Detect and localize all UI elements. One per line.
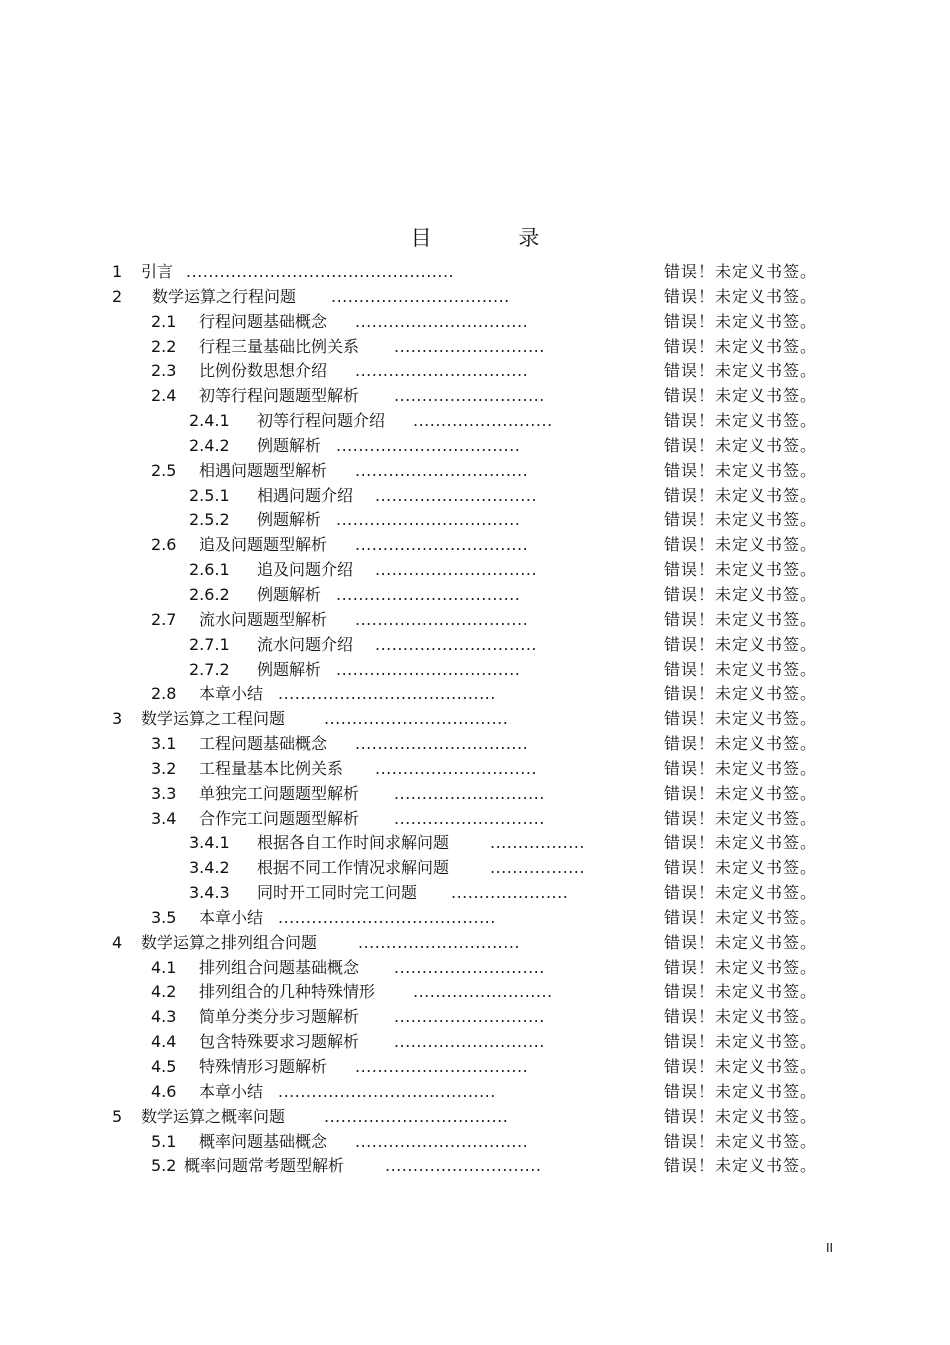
toc-entry-leader: ................................. xyxy=(324,709,509,729)
toc-entry-pageref: 错误！未定义书签。 xyxy=(664,286,818,306)
toc-entry[interactable] xyxy=(0,906,950,931)
toc-entry-title: 比例份数思想介绍 xyxy=(199,361,328,381)
toc-entry-pageref: 错误！未定义书签。 xyxy=(664,386,818,406)
toc-entry-pageref: 错误！未定义书签。 xyxy=(664,1081,818,1101)
toc-entry-pageref: 错误！未定义书签。 xyxy=(664,1106,818,1126)
toc-entry-number: 3.4.1 xyxy=(189,833,230,853)
toc-entry-pageref: 错误！未定义书签。 xyxy=(664,435,818,455)
toc-entry-title: 排列组合问题基础概念 xyxy=(199,957,360,977)
toc-entry-leader: ......................... xyxy=(413,982,553,1002)
toc-entry[interactable] xyxy=(0,782,950,807)
toc-entry-title: 特殊情形习题解析 xyxy=(199,1057,328,1076)
toc-entry-leader: ................................. xyxy=(336,510,521,530)
toc-entry[interactable] xyxy=(0,533,950,558)
toc-entry-title: 本章小结 xyxy=(199,907,264,927)
toc-entry-title: 例题解析 xyxy=(257,584,322,604)
toc-entry[interactable] xyxy=(0,1055,950,1080)
toc-entry-leader: ............................... xyxy=(355,311,529,331)
toc-entry-leader: ............................... xyxy=(355,361,529,381)
toc-entry-leader: ........................... xyxy=(394,808,545,828)
toc-entry-title: 初等行程问题题型解析 xyxy=(199,386,360,406)
toc-entry[interactable] xyxy=(0,260,950,285)
toc-entry-leader: ............................. xyxy=(375,560,537,580)
toc-entry-title: 工程问题基础概念 xyxy=(199,734,328,754)
toc-entry-title: 相遇问题介绍 xyxy=(257,485,354,505)
toc-entry[interactable] xyxy=(0,707,950,732)
toc-entry-pageref: 错误！未定义书签。 xyxy=(664,932,818,952)
toc-entry-number: 4.2 xyxy=(151,982,177,1002)
toc-entry[interactable] xyxy=(0,409,950,434)
toc-entry-number: 5.2 xyxy=(151,1156,177,1176)
toc-entry-pageref: 错误！未定义书签。 xyxy=(664,684,818,704)
toc-entry-leader: ........................... xyxy=(394,783,545,803)
toc-entry-title: 根据不同工作情况求解问题 xyxy=(257,858,450,878)
toc-entry[interactable] xyxy=(0,658,950,683)
toc-entry-leader: ............................... xyxy=(355,535,529,555)
toc-entry-leader: ................................. xyxy=(324,1106,509,1126)
toc-entry-leader: ................................. xyxy=(336,659,521,679)
toc-entry-leader: ..................... xyxy=(451,883,569,903)
toc-entry-title: 例题解析 xyxy=(257,435,322,455)
toc-entry-pageref: 错误！未定义书签。 xyxy=(664,833,818,853)
toc-entry[interactable] xyxy=(0,831,950,856)
toc-entry-number: 3.4.2 xyxy=(189,858,230,878)
toc-entry-title: 根据各自工作时间求解问题 xyxy=(257,833,450,853)
toc-entry-title: 工程量基本比例关系 xyxy=(199,758,344,778)
toc-entry-title: 初等行程问题介绍 xyxy=(257,411,386,431)
toc-entry-leader: ............................... xyxy=(355,609,529,629)
toc-entry-title: 包含特殊要求习题解析 xyxy=(199,1032,360,1052)
toc-entry-number: 4.3 xyxy=(151,1007,177,1027)
toc-entry[interactable] xyxy=(0,359,950,384)
toc-entry-number: 3.2 xyxy=(151,758,177,778)
toc-entry-pageref: 错误！未定义书签。 xyxy=(664,758,818,778)
toc-entry-leader: ............................. xyxy=(358,932,520,952)
toc-entry-leader: ............................. xyxy=(375,634,537,654)
toc-entry[interactable] xyxy=(0,285,950,310)
toc-entry-pageref: 错误！未定义书签。 xyxy=(664,783,818,803)
toc-entry-leader: ....................................... xyxy=(278,684,496,704)
toc-entry-leader: ................. xyxy=(490,858,585,878)
toc-entry[interactable] xyxy=(0,558,950,583)
toc-entry-leader: ............................... xyxy=(355,1057,529,1076)
toc-entry[interactable] xyxy=(0,1105,950,1130)
toc-entry-pageref: 错误！未定义书签。 xyxy=(664,336,818,356)
toc-entry-number: 1 xyxy=(112,262,123,281)
toc-entry-pageref: 错误！未定义书签。 xyxy=(664,1156,818,1176)
toc-entry-number: 4 xyxy=(112,932,123,952)
toc-entry-title: 追及问题题型解析 xyxy=(199,535,328,555)
toc-entry-number: 2.6 xyxy=(151,535,177,555)
toc-entry[interactable] xyxy=(0,980,950,1005)
toc-entry-number: 3.5 xyxy=(151,907,177,927)
toc-entry-pageref: 错误！未定义书签。 xyxy=(664,560,818,580)
toc-entry[interactable] xyxy=(0,384,950,409)
toc-entry-title: 追及问题介绍 xyxy=(257,560,354,580)
toc-entry-title: 单独完工问题题型解析 xyxy=(199,783,360,803)
toc-entry-pageref: 错误！未定义书签。 xyxy=(664,1057,818,1076)
toc-list xyxy=(0,260,950,1179)
toc-entry-number: 2.7 xyxy=(151,609,177,629)
toc-entry-leader: ................................ xyxy=(331,286,510,306)
toc-entry-title: 本章小结 xyxy=(199,684,264,704)
toc-entry-number: 4.4 xyxy=(151,1032,177,1052)
toc-entry-number: 2.7.1 xyxy=(189,634,230,654)
toc-entry-pageref: 错误！未定义书签。 xyxy=(664,734,818,754)
toc-entry-number: 3.4.3 xyxy=(189,883,230,903)
toc-entry-pageref: 错误！未定义书签。 xyxy=(664,808,818,828)
toc-entry-pageref: 错误！未定义书签。 xyxy=(664,659,818,679)
toc-entry-leader: ............................... xyxy=(355,734,529,754)
toc-entry-title: 本章小结 xyxy=(199,1081,264,1101)
toc-entry[interactable] xyxy=(0,583,950,608)
toc-entry-title: 排列组合的几种特殊情形 xyxy=(199,982,376,1002)
toc-entry-title: 同时开工同时完工问题 xyxy=(257,883,418,903)
toc-entry-title: 数学运算之工程问题 xyxy=(141,709,286,729)
toc-entry-title: 流水问题题型解析 xyxy=(199,609,328,629)
toc-entry-number: 3.3 xyxy=(151,783,177,803)
toc-entry-number: 2.1 xyxy=(151,311,177,331)
toc-entry-number: 2.5.2 xyxy=(189,510,230,530)
toc-entry-number: 4.6 xyxy=(151,1081,177,1101)
toc-entry[interactable] xyxy=(0,682,950,707)
toc-entry[interactable] xyxy=(0,508,950,533)
toc-entry[interactable] xyxy=(0,1080,950,1105)
toc-entry-title: 合作完工问题题型解析 xyxy=(199,808,360,828)
toc-entry-title: 引言 xyxy=(141,262,174,281)
toc-entry[interactable] xyxy=(0,633,950,658)
toc-entry-leader: ................................. xyxy=(336,584,521,604)
toc-entry[interactable] xyxy=(0,881,950,906)
toc-entry-number: 2.3 xyxy=(151,361,177,381)
toc-entry-leader: ............................... xyxy=(355,1131,529,1151)
toc-entry[interactable] xyxy=(0,434,950,459)
toc-entry[interactable] xyxy=(0,931,950,956)
toc-entry-pageref: 错误！未定义书签。 xyxy=(664,1131,818,1151)
toc-entry[interactable] xyxy=(0,956,950,981)
toc-entry-number: 2 xyxy=(112,286,123,306)
toc-entry-title: 数学运算之行程问题 xyxy=(152,286,297,306)
toc-entry-leader: ........................... xyxy=(394,1007,545,1027)
toc-entry[interactable] xyxy=(0,1005,950,1030)
toc-entry[interactable] xyxy=(0,459,950,484)
toc-entry-number: 2.4.1 xyxy=(189,411,230,431)
toc-entry-leader: ............................ xyxy=(385,1156,542,1176)
toc-entry-title: 概率问题基础概念 xyxy=(199,1131,328,1151)
toc-entry-pageref: 错误！未定义书签。 xyxy=(664,907,818,927)
toc-entry-pageref: 错误！未定义书签。 xyxy=(664,883,818,903)
toc-entry-pageref: 错误！未定义书签。 xyxy=(664,411,818,431)
toc-entry-title: 行程三量基础比例关系 xyxy=(199,336,360,356)
toc-entry-number: 3.1 xyxy=(151,734,177,754)
toc-entry-pageref: 错误！未定义书签。 xyxy=(664,982,818,1002)
toc-entry[interactable] xyxy=(0,856,950,881)
toc-entry-pageref: 错误！未定义书签。 xyxy=(664,311,818,331)
toc-entry[interactable] xyxy=(0,807,950,832)
toc-entry[interactable] xyxy=(0,1130,950,1155)
toc-entry-pageref: 错误！未定义书签。 xyxy=(664,584,818,604)
toc-entry-number: 3.4 xyxy=(151,808,177,828)
toc-entry-pageref: 错误！未定义书签。 xyxy=(664,485,818,505)
toc-entry-pageref: 错误！未定义书签。 xyxy=(664,1032,818,1052)
toc-entry-number: 2.5.1 xyxy=(189,485,230,505)
toc-entry-number: 2.8 xyxy=(151,684,177,704)
page-number: II xyxy=(826,1241,834,1255)
toc-entry-title: 例题解析 xyxy=(257,510,322,530)
toc-entry[interactable] xyxy=(0,335,950,360)
toc-entry-leader: ....................................... xyxy=(278,907,496,927)
toc-entry-title: 流水问题介绍 xyxy=(257,634,354,654)
toc-entry[interactable] xyxy=(0,1154,950,1179)
toc-entry-title: 数学运算之概率问题 xyxy=(141,1106,286,1126)
toc-entry-leader: ................. xyxy=(490,833,585,853)
toc-entry-pageref: 错误！未定义书签。 xyxy=(664,1007,818,1027)
toc-title: 目 录 xyxy=(410,226,580,250)
toc-entry-title: 概率问题常考题型解析 xyxy=(184,1156,345,1176)
toc-entry-pageref: 错误！未定义书签。 xyxy=(664,262,818,281)
toc-entry[interactable] xyxy=(0,732,950,757)
toc-entry-number: 2.5 xyxy=(151,460,177,480)
toc-entry-title: 简单分类分步习题解析 xyxy=(199,1007,360,1027)
toc-entry-pageref: 错误！未定义书签。 xyxy=(664,957,818,977)
toc-entry-title: 行程问题基础概念 xyxy=(199,311,328,331)
toc-entry-pageref: 错误！未定义书签。 xyxy=(664,609,818,629)
toc-entry-title: 数学运算之排列组合问题 xyxy=(141,932,318,952)
toc-entry-number: 2.6.1 xyxy=(189,560,230,580)
toc-entry-number: 5.1 xyxy=(151,1131,177,1151)
toc-entry-pageref: 错误！未定义书签。 xyxy=(664,634,818,654)
toc-entry-leader: ......................... xyxy=(413,411,553,431)
toc-entry-number: 4.5 xyxy=(151,1057,177,1076)
toc-entry-number: 4.1 xyxy=(151,957,177,977)
toc-entry-leader: ................................................ xyxy=(186,262,455,281)
toc-entry[interactable] xyxy=(0,1030,950,1055)
toc-entry-leader: ........................... xyxy=(394,336,545,356)
toc-entry[interactable] xyxy=(0,310,950,335)
toc-entry-pageref: 错误！未定义书签。 xyxy=(664,361,818,381)
toc-entry-leader: ............................. xyxy=(375,485,537,505)
toc-entry[interactable] xyxy=(0,608,950,633)
toc-entry-title: 相遇问题题型解析 xyxy=(199,460,328,480)
toc-entry-leader: ................................. xyxy=(336,435,521,455)
toc-entry-title: 例题解析 xyxy=(257,659,322,679)
toc-entry-number: 2.7.2 xyxy=(189,659,230,679)
toc-entry-leader: ............................... xyxy=(355,460,529,480)
toc-entry-pageref: 错误！未定义书签。 xyxy=(664,858,818,878)
toc-entry-leader: ............................. xyxy=(375,758,537,778)
toc-entry-number: 2.4.2 xyxy=(189,435,230,455)
toc-entry-number: 2.4 xyxy=(151,386,177,406)
toc-entry-leader: ........................... xyxy=(394,1032,545,1052)
toc-entry-number: 3 xyxy=(112,709,123,729)
toc-entry-leader: ........................... xyxy=(394,957,545,977)
toc-entry[interactable] xyxy=(0,757,950,782)
toc-entry-number: 5 xyxy=(112,1106,123,1126)
toc-entry-number: 2.2 xyxy=(151,336,177,356)
toc-entry-pageref: 错误！未定义书签。 xyxy=(664,460,818,480)
toc-entry[interactable] xyxy=(0,484,950,509)
toc-entry-leader: ....................................... xyxy=(278,1081,496,1101)
toc-entry-pageref: 错误！未定义书签。 xyxy=(664,510,818,530)
toc-entry-pageref: 错误！未定义书签。 xyxy=(664,535,818,555)
toc-entry-number: 2.6.2 xyxy=(189,584,230,604)
toc-entry-leader: ........................... xyxy=(394,386,545,406)
toc-entry-pageref: 错误！未定义书签。 xyxy=(664,709,818,729)
